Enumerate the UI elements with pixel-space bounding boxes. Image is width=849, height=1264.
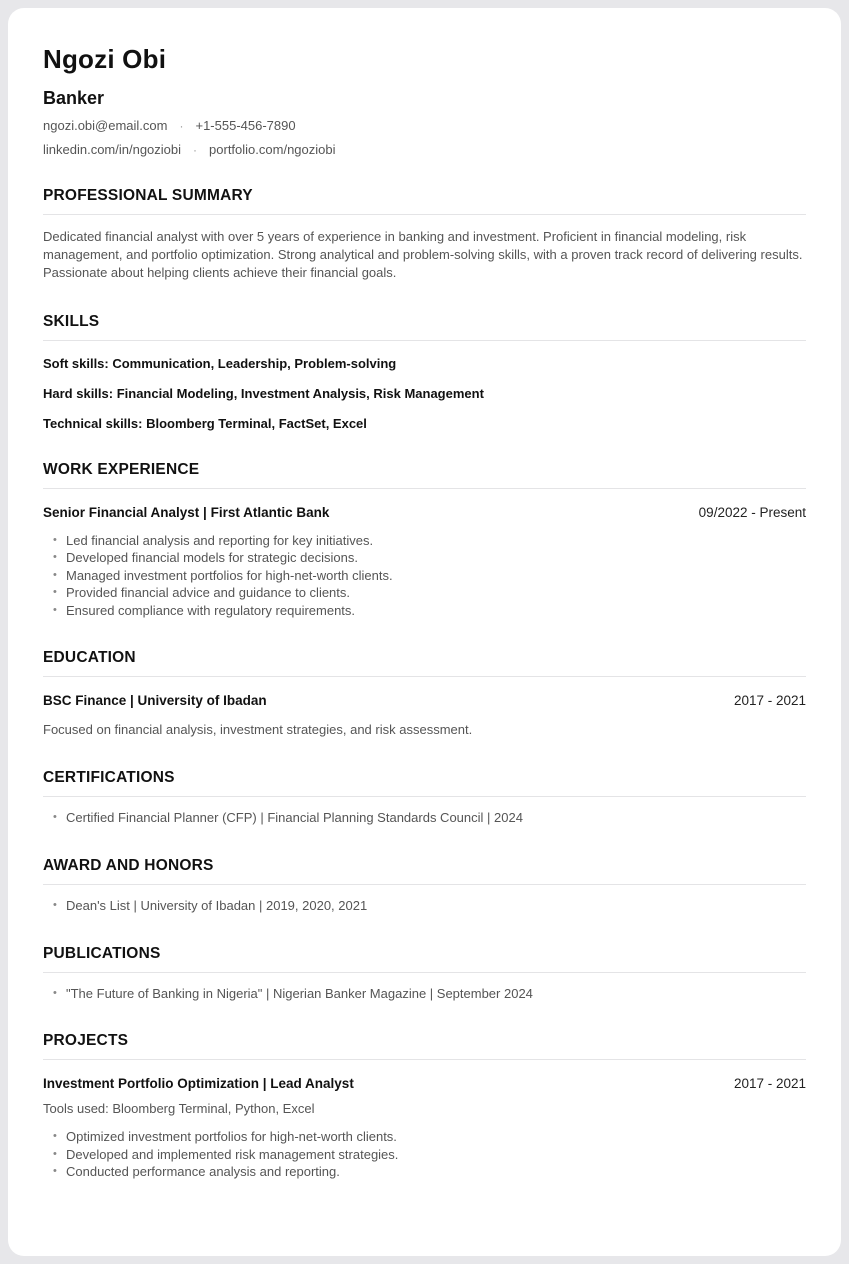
work-bullet: • Managed investment portfolios for high-net-worth clients. xyxy=(53,567,806,585)
section-heading-publications: PUBLICATIONS xyxy=(43,945,806,973)
publication-item: • "The Future of Banking in Nigeria" | Nigerian Banker Magazine | September 2024 xyxy=(53,985,806,1003)
section-work-experience xyxy=(43,461,806,620)
contact-portfolio: portfolio.com/ngoziobi xyxy=(209,142,336,157)
contact-phone: +1-555-456-7890 xyxy=(195,118,296,133)
certifications-list xyxy=(43,809,806,827)
certification-item: • Certified Financial Planner (CFP) | Financial Planning Standards Council | 2024 xyxy=(53,809,806,827)
project-entry-header xyxy=(43,1076,806,1091)
contact-separator-dot: · xyxy=(179,118,184,133)
contact-email: ngozi.obi@email.com xyxy=(43,118,168,133)
section-heading-skills: SKILLS xyxy=(43,313,806,341)
section-certifications xyxy=(43,769,806,827)
education-entry-header xyxy=(43,693,806,708)
section-skills xyxy=(43,313,806,431)
awards-list xyxy=(43,897,806,915)
education-date: 2017 - 2021 xyxy=(733,693,806,709)
skills-hard: Hard skills: Financial Modeling, Investment Analysis, Risk Management xyxy=(43,385,484,401)
education-degree: BSC Finance | University of Ibadan xyxy=(43,693,267,709)
section-heading-education: EDUCATION xyxy=(43,649,806,677)
person-job-title: Banker xyxy=(43,88,105,108)
section-projects xyxy=(43,1032,806,1181)
work-bullet: • Led financial analysis and reporting for key initiatives. xyxy=(53,532,806,550)
contact-separator-dot: · xyxy=(193,142,198,157)
work-entry-date: 09/2022 - Present xyxy=(698,504,806,520)
section-heading-projects: PROJECTS xyxy=(43,1032,806,1060)
work-bullet: • Developed financial models for strategic decisions. xyxy=(53,549,806,567)
section-awards xyxy=(43,857,806,915)
work-bullet: • Provided financial advice and guidance to clients. xyxy=(53,584,806,602)
contact-linkedin: linkedin.com/in/ngoziobi xyxy=(43,142,182,157)
work-entry-title: Senior Financial Analyst | First Atlantic Bank xyxy=(43,504,330,520)
project-bullet: • Optimized investment portfolios for high-net-worth clients. xyxy=(53,1128,806,1146)
work-bullet: • Ensured compliance with regulatory requirements. xyxy=(53,602,806,620)
person-name: Ngozi Obi xyxy=(43,44,167,74)
section-education xyxy=(43,649,806,739)
section-heading-awards: AWARD AND HONORS xyxy=(43,857,806,885)
work-entry-header xyxy=(43,505,806,520)
work-bullet-list xyxy=(43,532,806,620)
contact-row-1 xyxy=(43,118,806,133)
project-bullet: • Developed and implemented risk management strategies. xyxy=(53,1146,806,1164)
publications-list xyxy=(43,985,806,1003)
section-publications xyxy=(43,945,806,1003)
contact-row-2 xyxy=(43,142,806,157)
project-tools: Tools used: Bloomberg Terminal, Python, Excel xyxy=(43,1101,315,1117)
resume-header xyxy=(43,44,806,157)
skills-soft: Soft skills: Communication, Leadership, Problem-solving xyxy=(43,355,397,371)
resume-card xyxy=(8,8,841,1256)
project-bullet: • Conducted performance analysis and reporting. xyxy=(53,1163,806,1181)
skills-technical: Technical skills: Bloomberg Terminal, FactSet, Excel xyxy=(43,415,367,431)
project-title: Investment Portfolio Optimization | Lead Analyst xyxy=(43,1076,354,1092)
section-heading-certifications: CERTIFICATIONS xyxy=(43,769,806,797)
project-bullet-list xyxy=(43,1128,806,1181)
project-date: 2017 - 2021 xyxy=(733,1076,806,1092)
section-heading-professional-summary: PROFESSIONAL SUMMARY xyxy=(43,187,806,215)
summary-text: Dedicated financial analyst with over 5 years of experience in banking and investment. Proficient in financial modeling, risk management, and portfolio optimization. Strong analytical and problem-solving skills, with a proven track record of delivering results. Passionate about helping clients achieve their financial goals. xyxy=(43,229,803,281)
section-heading-work-experience: WORK EXPERIENCE xyxy=(43,461,806,489)
award-item: • Dean's List | University of Ibadan | 2019, 2020, 2021 xyxy=(53,897,806,915)
education-description: Focused on financial analysis, investment strategies, and risk assessment. xyxy=(43,722,473,738)
section-professional-summary xyxy=(43,187,806,283)
